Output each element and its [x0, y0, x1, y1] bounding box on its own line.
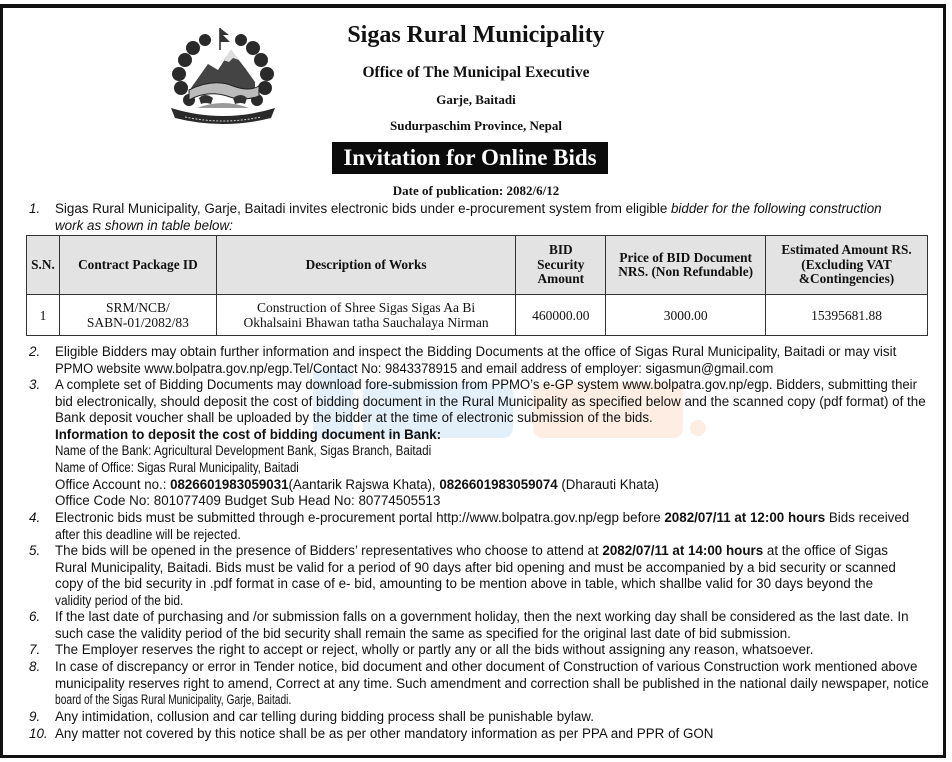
- clause-text: Sigas Rural Municipality, Garje, Baitadi invites electronic bids under e-procurement system from eligible: [55, 201, 671, 216]
- clause-text: A complete set of Bidding Documents may download fore-submission from PPMO’s e-GP system www.bolpatra.gov.np/egp. Bidders, submitting their: [55, 377, 917, 392]
- cell-estimated-amount: 15395681.88: [766, 295, 928, 336]
- clause-text: Any intimidation, collusion and car telling during bidding process shall be punishable bylaw.: [55, 709, 594, 724]
- clause-text-italic: work as shown in table below:: [55, 217, 233, 233]
- account-number-2: 0826601983059074: [439, 476, 558, 492]
- clause-text: after this deadline will be rejected.: [55, 526, 241, 542]
- office-account-numbers: Office Account no.: 0826601983059031(Aantarik Rajswa Khata), 0826601983059074 (Dharauti Khata): [55, 476, 659, 492]
- publication-date: Date of publication: 2082/6/12: [392, 183, 560, 198]
- province: Sudurpaschim Province, Nepal: [389, 118, 563, 133]
- bank-info-heading: Information to deposit the cost of bidding document in Bank:: [55, 426, 442, 442]
- clause-number: 10.: [29, 726, 48, 741]
- clause-text: bid electronically, should deposit the cost of bidding document in the Rural Municipality as specified below and the scanned copy (pdf format) of the: [55, 393, 926, 409]
- clause-text: Bank deposit voucher shall be uploaded by the bidder at the time of electronic submission of the bids.: [55, 410, 653, 426]
- clause-number: 3.: [29, 377, 41, 392]
- clause-number: 5.: [29, 543, 41, 558]
- clause-text: such case the validity period of the bid security shall remain the same as specified for the original last date of bid submission.: [55, 625, 791, 641]
- cell-description: Construction of Shree Sigas Sigas Aa Bi Okhalsaini Bhawan tatha Sauchalaya Nirman: [216, 295, 516, 336]
- clause-number: 1.: [29, 201, 41, 216]
- account-number-1: 0826601983059031: [170, 476, 289, 492]
- col-header-estimated-amount: Estimated Amount RS. (Excluding VAT &Contingencies): [766, 236, 928, 295]
- table-row: [27, 295, 928, 336]
- clause-text: municipality reserves right to amend, Correct at any time. Such amendment and correction shall be published in the national daily newspaper, notice: [55, 675, 929, 691]
- clause-number: 6.: [29, 609, 41, 624]
- clause-text: PPMO website www.bolpatra.gov.np/egp.Tel/Contact No: 9843378915 and email address of employer: sigasmun@gmail.com: [55, 360, 774, 376]
- submission-deadline: 2082/07/11 at 12:00 hours: [664, 510, 826, 525]
- clause-text: copy of the bid security in .pdf format in case of e- bid, amounting to be mention above in table, which shallbe valid for 30 days beyond the: [55, 576, 874, 592]
- table-header-row: [27, 236, 928, 295]
- office-name-line: Name of Office: Sigas Rural Municipality, Baitadi: [55, 459, 299, 475]
- clause-text: The bids will be opened in the presence of Bidders’ representatives who choose to attend at 2082/07/11 at 14:00 hours at the office of Sigas: [55, 543, 888, 558]
- office-code-line: Office Code No: 801077409 Budget Sub Head No: 80774505513: [55, 493, 441, 509]
- notice-title-banner: Invitation for Online Bids: [332, 142, 608, 174]
- clause-text: If the last date of purchasing and /or submission falls on a government holiday, then the next working day shall be considered as the last date. In: [55, 609, 909, 624]
- clause-number: 2.: [29, 344, 41, 359]
- col-header-bid-security: BID Security Amount: [516, 236, 606, 295]
- col-header-package-id: Contract Package ID: [59, 236, 216, 295]
- opening-time: 2082/07/11 at 14:00 hours: [602, 543, 764, 558]
- clause-text: board of the Sigas Rural Municipality, Garje, Baitadi.: [55, 692, 292, 708]
- clause-text: Rural Municipality, Baitadi. Bids must be valid for a period of 90 days after bid opening and must be accompanied by a bid security or scanned: [55, 559, 896, 575]
- clause-number: 7.: [29, 642, 41, 657]
- office-address: Garje, Baitadi: [436, 92, 516, 107]
- bank-name: Name of the Bank: Agricultural Development Bank, Sigas Branch, Baitadi: [55, 443, 432, 459]
- cell-document-price: 3000.00: [606, 295, 766, 336]
- clause-text: validity period of the bid.: [55, 592, 184, 608]
- organization-name: Sigas Rural Municipality: [347, 22, 605, 48]
- col-header-document-price: Price of BID Document NRS. (Non Refundable): [606, 236, 766, 295]
- clause-text: Any matter not covered by this notice shall be as per other mandatory information as per PPA and PPR of GON: [55, 726, 714, 741]
- clause-text: Electronic bids must be submitted through e-procurement portal http://www.bolpatra.gov.np/egp before 2082/07/11 at 12:00 hours Bids received: [55, 510, 910, 525]
- clause-number: 4.: [29, 510, 41, 525]
- col-header-description: Description of Works: [216, 236, 516, 295]
- clause-text: Eligible Bidders may obtain further information and inspect the Bidding Documents at the office of Sigas Rural Municipality, Baitadi or may visit: [55, 344, 897, 359]
- clause-number: 9.: [29, 709, 41, 724]
- cell-sn: 1: [27, 295, 60, 336]
- cell-bid-security: 460000.00: [516, 295, 606, 336]
- cell-package-id: SRM/NCB/ SABN-01/2082/83: [59, 295, 216, 336]
- office-name: Office of The Municipal Executive: [362, 64, 590, 81]
- bid-table: [26, 235, 928, 336]
- clause-number: 8.: [29, 659, 41, 674]
- clause-text: In case of discrepancy or error in Tender notice, bid document and other document of Construction of various Construction work mentioned above: [55, 659, 918, 674]
- notice-page: [0, 4, 946, 758]
- clause-text-italic: bidder for the following construction: [670, 201, 882, 216]
- col-header-sn: S.N.: [27, 236, 60, 295]
- clause-text: The Employer reserves the right to accept or reject, wholly or partly any or all the bids without assigning any reason, whatsoever.: [55, 642, 814, 657]
